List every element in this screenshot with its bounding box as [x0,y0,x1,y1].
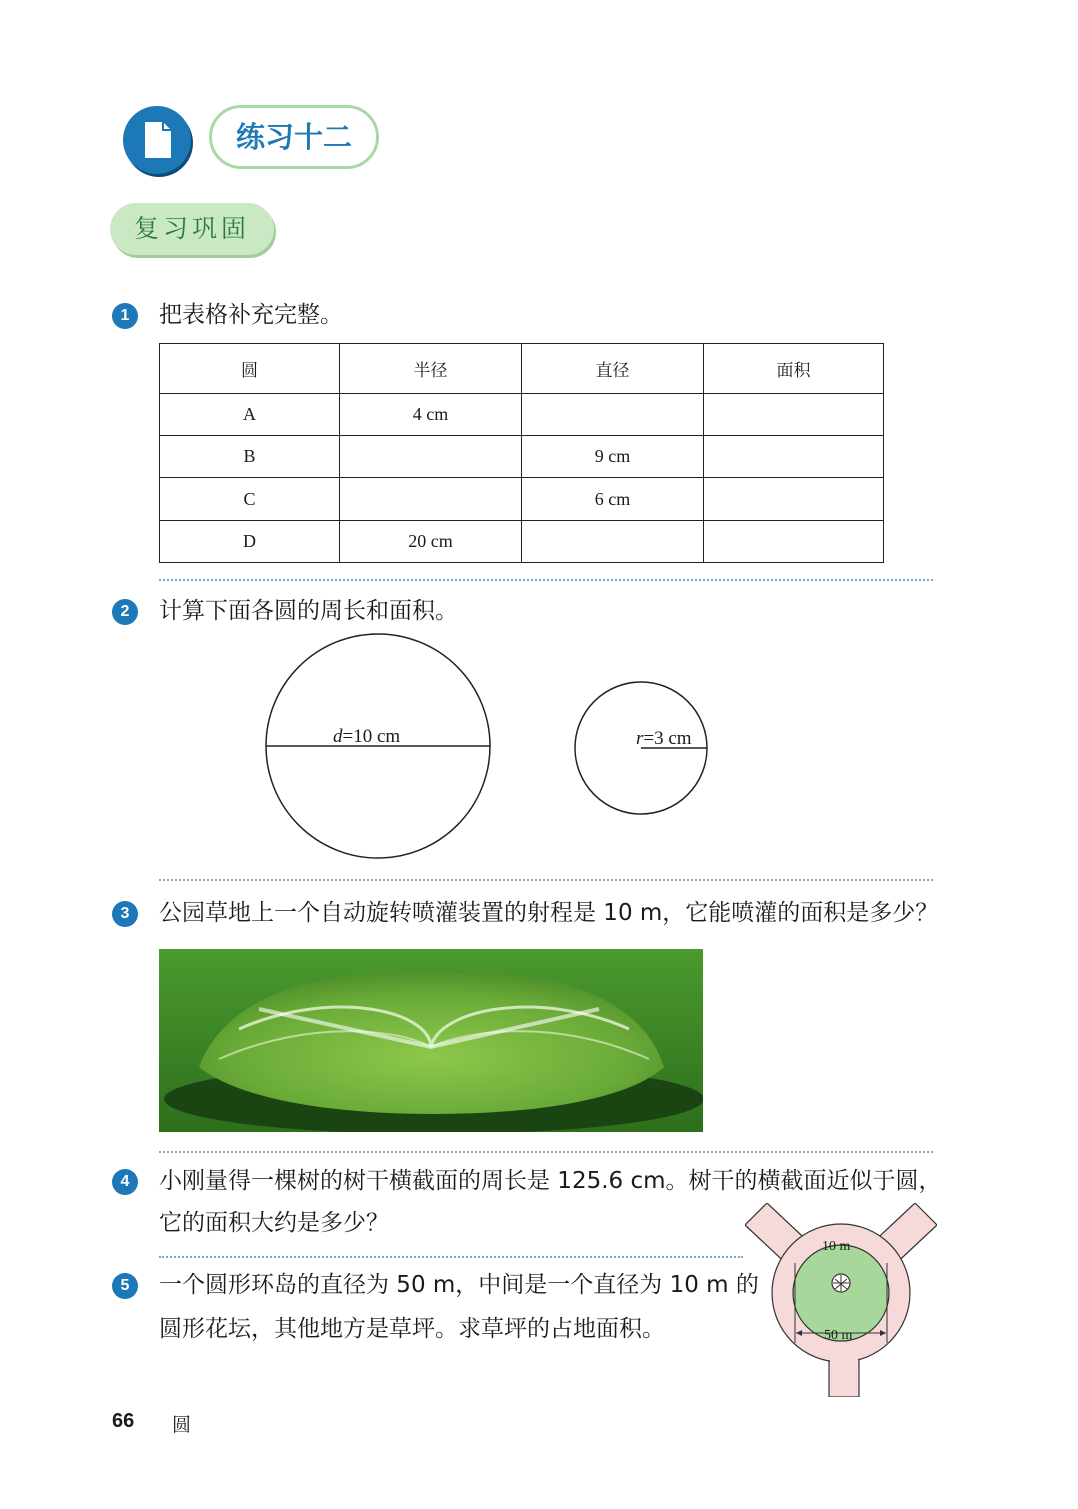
chapter-label: 圆 [172,1414,192,1436]
question-5-line1: 一个圆形环岛的直径为 50 m，中间是一个直径为 10 m 的 [159,1272,759,1298]
table-cell: 6 cm [522,478,704,520]
table-cell [704,478,884,520]
question-3-text: 公园草地上一个自动旋转喷灌装置的射程是 10 m，它能喷灌的面积是多少？ [159,900,939,926]
radius-label: r=3 cm [636,728,692,749]
question-number-2: 2 [112,599,138,625]
divider [159,879,933,881]
table-cell: 20 cm [340,520,522,562]
table-header: 面积 [704,344,884,394]
divider [159,579,933,581]
table-header-row [160,344,884,394]
divider [159,1256,743,1258]
table-cell [704,436,884,478]
question-2-text: 计算下面各圆的周长和面积。 [159,598,458,624]
table-cell [340,436,522,478]
document-icon [123,106,191,174]
table-cell: C [160,478,340,520]
table-cell [704,393,884,435]
sprinkler-photo [159,949,703,1132]
table-cell [340,478,522,520]
question-number-1: 1 [112,303,138,329]
table-row [160,478,884,520]
page-number: 66 [112,1410,135,1432]
table-cell: 4 cm [340,393,522,435]
table-row [160,520,884,562]
question-number-4: 4 [112,1169,138,1195]
circle-table [159,343,884,563]
question-4-line2: 它的面积大约是多少？ [159,1210,389,1236]
table-cell [522,393,704,435]
divider [159,1151,933,1153]
table-cell [522,520,704,562]
table-header: 半径 [340,344,522,394]
section-label: 复习巩固 [110,203,274,255]
large-circle-figure [260,628,500,868]
table-row [160,436,884,478]
roundabout-diagram [745,1203,937,1397]
table-row [160,393,884,435]
outer-diameter-label: 50 m [824,1328,853,1343]
table-cell: B [160,436,340,478]
table-header: 圆 [160,344,340,394]
inner-diameter-label: 10 m [822,1239,851,1254]
table-cell: 9 cm [522,436,704,478]
table-cell: A [160,393,340,435]
question-1-text: 把表格补充完整。 [159,302,343,328]
diameter-label: d=10 cm [333,726,401,747]
table-header: 直径 [522,344,704,394]
question-number-5: 5 [112,1273,138,1299]
exercise-title: 练习十二 [209,105,379,169]
table-cell [704,520,884,562]
question-number-3: 3 [112,901,138,927]
question-5-line2: 圆形花坛，其他地方是草坪。求草坪的占地面积。 [159,1316,665,1342]
question-4-line1: 小刚量得一棵树的树干横截面的周长是 125.6 cm。树干的横截面近似于圆， [159,1168,942,1194]
table-cell: D [160,520,340,562]
